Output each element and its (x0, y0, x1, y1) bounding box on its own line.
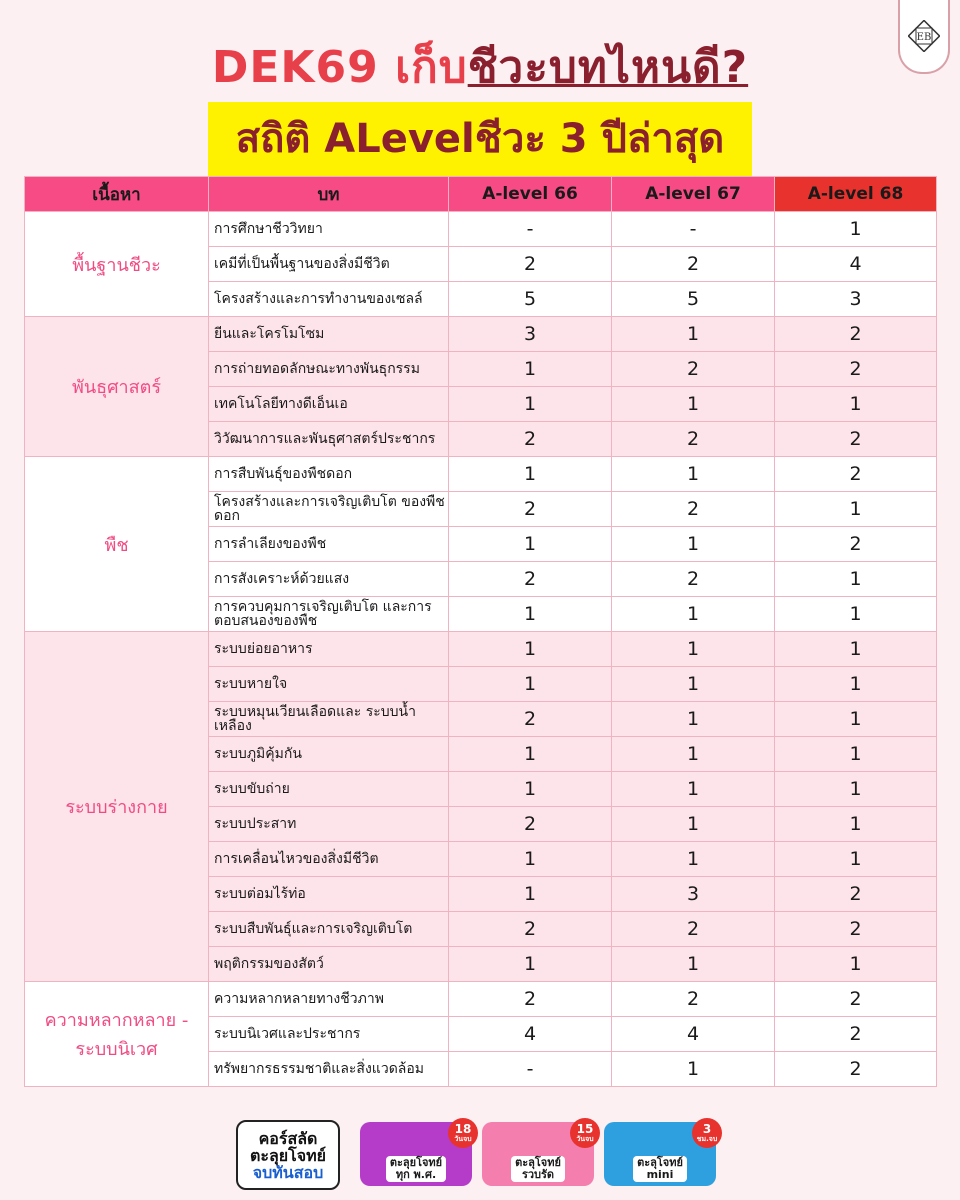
alevel-67-cell: 2 (612, 492, 775, 527)
alevel-66-cell: - (449, 1052, 612, 1087)
alevel-68-cell: 3 (775, 282, 937, 317)
duration-badge: 15 วันจบ (570, 1118, 600, 1148)
alevel-67-cell: 4 (612, 1017, 775, 1052)
chapter-cell: ระบบต่อมไร้ท่อ (209, 877, 449, 912)
book-label: ตะลุโจทย์ รวบรัด (511, 1156, 565, 1182)
alevel-68-cell: 4 (775, 247, 937, 282)
chapter-cell: โครงสร้างและการทำงานของเซลล์ (209, 282, 449, 317)
alevel-67-cell: 1 (612, 947, 775, 982)
chapter-cell: ระบบประสาท (209, 807, 449, 842)
alevel-66-cell: 2 (449, 247, 612, 282)
chapter-cell: การเคลื่อนไหวของสิ่งมีชีวิต (209, 842, 449, 877)
promo-line1: คอร์สลัด (258, 1128, 318, 1148)
alevel-67-cell: 2 (612, 247, 775, 282)
chapter-cell: ทรัพยากรธรรมชาติและสิ่งแวดล้อม (209, 1052, 449, 1087)
header-topic: เนื้อหา (25, 177, 209, 212)
alevel-66-cell: 1 (449, 772, 612, 807)
alevel-68-cell: 2 (775, 1017, 937, 1052)
header-alevel-68: A-level 68 (775, 177, 937, 212)
alevel-68-cell: 2 (775, 982, 937, 1017)
table-row (25, 457, 937, 492)
chapter-cell: ความหลากหลายทางชีวภาพ (209, 982, 449, 1017)
alevel-68-cell: 1 (775, 387, 937, 422)
duration-badge: 3 ชม.จบ (692, 1118, 722, 1148)
alevel-66-cell: 1 (449, 527, 612, 562)
alevel-67-cell: 1 (612, 457, 775, 492)
alevel-66-cell: 2 (449, 422, 612, 457)
title-part2: ชีวะบทไหนดี? (467, 42, 749, 93)
page-subtitle: สถิติ ALevelชีวะ 3 ปีล่าสุด (208, 102, 753, 178)
alevel-68-cell: 2 (775, 317, 937, 352)
alevel-66-cell: 1 (449, 842, 612, 877)
alevel-66-cell: 1 (449, 597, 612, 632)
chapter-cell: การถ่ายทอดลักษณะทางพันธุกรรม (209, 352, 449, 387)
alevel-66-cell: 1 (449, 632, 612, 667)
alevel-67-cell: - (612, 212, 775, 247)
chapter-cell: ระบบภูมิคุ้มกัน (209, 737, 449, 772)
stats-table (24, 176, 937, 1087)
promo-label[interactable] (236, 1120, 340, 1190)
duration-badge: 18 วันจบ (448, 1118, 478, 1148)
alevel-68-cell: 1 (775, 737, 937, 772)
alevel-67-cell: 1 (612, 317, 775, 352)
alevel-67-cell: 2 (612, 352, 775, 387)
chapter-cell: เทคโนโลยีทางดีเอ็นเอ (209, 387, 449, 422)
table-row (25, 317, 937, 352)
topic-cell: ระบบร่างกาย (25, 632, 209, 982)
alevel-66-cell: 1 (449, 387, 612, 422)
alevel-68-cell: 1 (775, 667, 937, 702)
alevel-67-cell: 1 (612, 772, 775, 807)
alevel-67-cell: 1 (612, 597, 775, 632)
alevel-68-cell: 1 (775, 597, 937, 632)
chapter-cell: การสืบพันธุ์ของพืชดอก (209, 457, 449, 492)
alevel-68-cell: 1 (775, 947, 937, 982)
page-title (0, 32, 960, 102)
alevel-66-cell: 2 (449, 702, 612, 737)
chapter-cell: ระบบย่อยอาหาร (209, 632, 449, 667)
chapter-cell: การควบคุมการเจริญเติบโต และการตอบสนองของพืช (209, 597, 449, 632)
chapter-cell: วิวัฒนาการและพันธุศาสตร์ประชากร (209, 422, 449, 457)
chapter-cell: การศึกษาชีววิทยา (209, 212, 449, 247)
header-alevel-66: A-level 66 (449, 177, 612, 212)
alevel-67-cell: 3 (612, 877, 775, 912)
alevel-66-cell: - (449, 212, 612, 247)
alevel-66-cell: 1 (449, 947, 612, 982)
alevel-67-cell: 1 (612, 527, 775, 562)
alevel-68-cell: 1 (775, 702, 937, 737)
alevel-67-cell: 1 (612, 387, 775, 422)
alevel-68-cell: 2 (775, 352, 937, 387)
alevel-66-cell: 1 (449, 667, 612, 702)
promo-line3: จบทันสอบ (252, 1162, 324, 1182)
alevel-68-cell: 1 (775, 842, 937, 877)
table-header-row (25, 177, 937, 212)
chapter-cell: ระบบนิเวศและประชากร (209, 1017, 449, 1052)
alevel-68-cell: 1 (775, 772, 937, 807)
alevel-68-cell: 1 (775, 492, 937, 527)
title-part1: DEK69 เก็บ (211, 42, 468, 93)
book-label: ตะลุโจทย์ mini (633, 1156, 687, 1182)
table-row (25, 212, 937, 247)
alevel-67-cell: 1 (612, 702, 775, 737)
alevel-68-cell: 2 (775, 877, 937, 912)
alevel-68-cell: 2 (775, 457, 937, 492)
chapter-cell: เคมีที่เป็นพื้นฐานของสิ่งมีชีวิต (209, 247, 449, 282)
alevel-66-cell: 5 (449, 282, 612, 317)
chapter-cell: ระบบหมุนเวียนเลือดและ ระบบน้ำเหลือง (209, 702, 449, 737)
book-card[interactable] (482, 1122, 594, 1186)
header-chapter: บท (209, 177, 449, 212)
alevel-66-cell: 2 (449, 912, 612, 947)
alevel-67-cell: 2 (612, 422, 775, 457)
chapter-cell: ระบบสืบพันธุ์และการเจริญเติบโต (209, 912, 449, 947)
alevel-68-cell: 2 (775, 527, 937, 562)
topic-cell: พันธุศาสตร์ (25, 317, 209, 457)
alevel-67-cell: 2 (612, 982, 775, 1017)
promo-line2: ตะลุยโจทย์ (249, 1145, 327, 1165)
svg-text:EB: EB (916, 32, 932, 43)
chapter-cell: การสังเคราะห์ด้วยแสง (209, 562, 449, 597)
alevel-66-cell: 1 (449, 352, 612, 387)
alevel-67-cell: 1 (612, 632, 775, 667)
header-alevel-67: A-level 67 (612, 177, 775, 212)
alevel-66-cell: 1 (449, 737, 612, 772)
alevel-66-cell: 2 (449, 562, 612, 597)
alevel-67-cell: 1 (612, 1052, 775, 1087)
topic-cell: พืช (25, 457, 209, 632)
alevel-68-cell: 2 (775, 1052, 937, 1087)
chapter-cell: ยีนและโครโมโซม (209, 317, 449, 352)
topic-cell: ความหลากหลาย - ระบบนิเวศ (25, 982, 209, 1087)
alevel-68-cell: 1 (775, 807, 937, 842)
chapter-cell: โครงสร้างและการเจริญเติบโต ของพืชดอก (209, 492, 449, 527)
chapter-cell: ระบบหายใจ (209, 667, 449, 702)
table-row (25, 982, 937, 1017)
alevel-66-cell: 3 (449, 317, 612, 352)
alevel-68-cell: 2 (775, 422, 937, 457)
chapter-cell: การลำเลียงของพืช (209, 527, 449, 562)
alevel-67-cell: 1 (612, 842, 775, 877)
alevel-67-cell: 2 (612, 912, 775, 947)
alevel-66-cell: 1 (449, 457, 612, 492)
alevel-66-cell: 4 (449, 1017, 612, 1052)
alevel-67-cell: 2 (612, 562, 775, 597)
table-row (25, 632, 937, 667)
alevel-67-cell: 1 (612, 807, 775, 842)
alevel-67-cell: 1 (612, 737, 775, 772)
book-card[interactable] (604, 1122, 716, 1186)
alevel-68-cell: 2 (775, 912, 937, 947)
topic-cell: พื้นฐานชีวะ (25, 212, 209, 317)
chapter-cell: ระบบขับถ่าย (209, 772, 449, 807)
alevel-66-cell: 2 (449, 807, 612, 842)
alevel-66-cell: 2 (449, 492, 612, 527)
alevel-66-cell: 1 (449, 877, 612, 912)
alevel-67-cell: 5 (612, 282, 775, 317)
alevel-68-cell: 1 (775, 562, 937, 597)
promo-bar (0, 1112, 960, 1192)
alevel-68-cell: 1 (775, 632, 937, 667)
chapter-cell: พฤติกรรมของสัตว์ (209, 947, 449, 982)
alevel-67-cell: 1 (612, 667, 775, 702)
alevel-68-cell: 1 (775, 212, 937, 247)
book-card[interactable] (360, 1122, 472, 1186)
book-label: ตะลุยโจทย์ ทุก พ.ศ. (386, 1156, 446, 1182)
alevel-66-cell: 2 (449, 982, 612, 1017)
